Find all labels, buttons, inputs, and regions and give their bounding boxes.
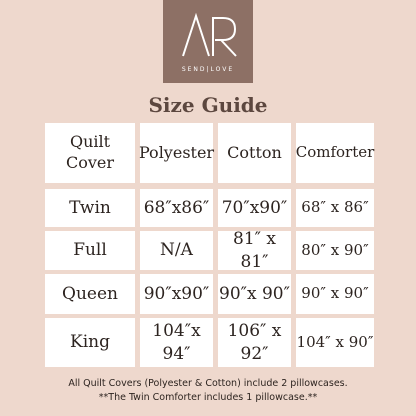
table-cell: N/A <box>140 231 213 270</box>
table-cell: 104″ x 90″ <box>296 318 374 367</box>
table-cell: 90″x 90″ <box>218 274 291 314</box>
header-comforter: Comforter <box>296 123 374 183</box>
table-cell: 81″ x 81″ <box>218 231 291 270</box>
table-cell: 68″ x 86″ <box>296 189 374 227</box>
header-polyester: Polyester <box>140 123 213 183</box>
brand-logo <box>163 0 253 83</box>
table-cell: 90″ x 90″ <box>296 274 374 314</box>
header-quilt-cover: Quilt Cover <box>45 123 135 183</box>
brand-tagline: SEND|LOVE <box>181 66 235 73</box>
row-label-king: King <box>45 318 135 367</box>
footer-line-pillowcases: All Quilt Covers (Polyester & Cotton) include 2 pillowcases. <box>68 378 348 389</box>
table-cell: 70″x90″ <box>218 189 291 227</box>
table-cell: 104″x 94″ <box>140 318 213 367</box>
header-cotton: Cotton <box>218 123 291 183</box>
table-cell: 68″x86″ <box>140 189 213 227</box>
row-label-full: Full <box>45 231 135 270</box>
footer-line-twin-comforter: **The Twin Comforter includes 1 pillowcase.** <box>98 392 318 403</box>
page-title: Size Guide <box>148 93 268 117</box>
table-cell: 80″ x 90″ <box>296 231 374 270</box>
row-label-queen: Queen <box>45 274 135 314</box>
row-label-twin: Twin <box>45 189 135 227</box>
table-cell: 106″ x 92″ <box>218 318 291 367</box>
footer-note <box>0 377 416 405</box>
table-cell: 90″x90″ <box>140 274 213 314</box>
